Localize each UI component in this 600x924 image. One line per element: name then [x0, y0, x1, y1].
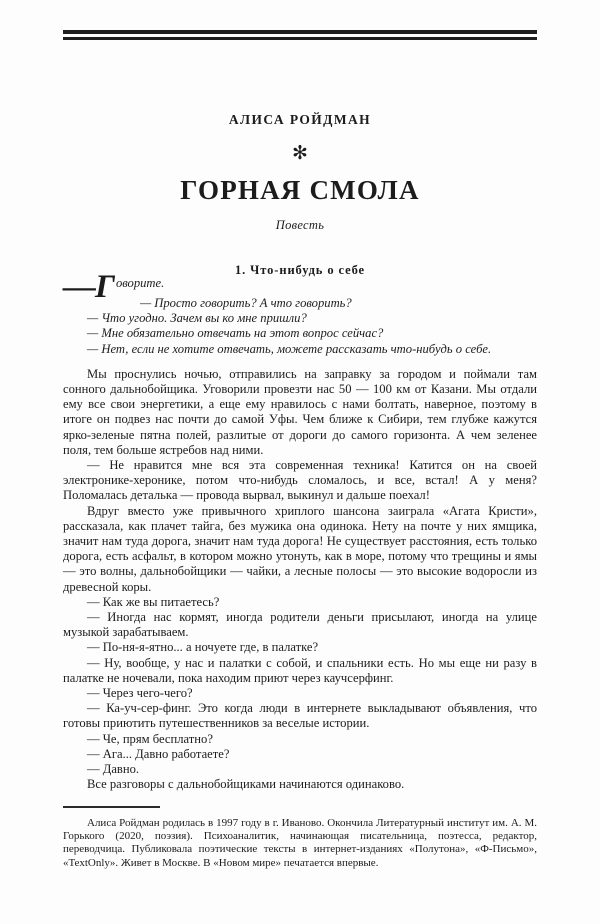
author-name: АЛИСА РОЙДМАН	[228, 112, 372, 127]
footnote-block	[63, 806, 537, 870]
body-dialog: — По-ня-я-ятно... а ночуете где, в палатке?	[87, 640, 319, 655]
body-dialog: — Иногда нас кормят, иногда родители деньги присылают, иногда на улице музыкой зарабатываем.	[63, 610, 537, 640]
opening-dialog-line: — Мне обязательно отвечать на этот вопрос сейчас?	[87, 326, 384, 341]
body-closing-line: Все разговоры с дальнобойщиками начинаются одинаково.	[87, 777, 405, 792]
opening-dialog-line: — Что угодно. Зачем вы ко мне пришли?	[87, 311, 307, 326]
opening-dialog-line: — Нет, если не хотите отвечать, можете рассказать что-нибудь о себе.	[87, 341, 492, 356]
body-dialog: — Через чего-чего?	[87, 686, 193, 701]
drop-cap-dash: —	[63, 269, 95, 305]
body-dialog: — Ка-уч-сер-финг. Это когда люди в интернете выкладывают объявления, что готовы приютить путешественников за веселые истории.	[63, 701, 537, 731]
genre-label: Повесть	[275, 218, 325, 233]
asterisk-ornament: ✻	[292, 143, 308, 165]
body-dialog: — Ну, вообще, у нас и палатки с собой, и спальники есть. Но мы еще ни разу в палатке не ночевали, пока находим приют через каучсерфинг.	[63, 655, 537, 685]
page-title: ГОРНАЯ СМОЛА	[180, 175, 420, 206]
body-dialog: — Че, прям бесплатно?	[87, 731, 213, 746]
body-dialog: — Давно.	[87, 762, 140, 777]
opening-dialog-line: — Просто говорить? А что говорить?	[139, 296, 352, 310]
body-dialog: — Не нравится мне вся эта современная техника! Катится он на своей электронике-херонике, потом что-нибудь сломалось, и все, встал! А у меня? Поломалась деталька — провода вырвал, выкинул и дальше поехал!	[63, 458, 537, 503]
title-block	[63, 112, 537, 278]
drop-cap-letter: Г	[95, 269, 114, 305]
first-line-tail: оворите.	[115, 276, 165, 290]
body-dialog: — Ага... Давно работаете?	[87, 746, 230, 761]
drop-cap	[63, 269, 114, 305]
footnote-separator-rule	[63, 806, 160, 808]
body-paragraph: Мы проснулись ночью, отправились на заправку за городом и поймали там сонного дальнобойщика. Уговорили провезти нас 50 — 100 км от Казани. Мы отдали ему все свои энергетики, а еще ему нравилось с нами болтать, наверное, поэтому в итоге он подвез нас почти до самой Уфы. Чем ближе к Сибири, тем глубже кажутся ярко-зеленые пятна полей, разлитые от дороги до самого горизонта. А чем зеленее поля, тем больше ястребов над ними.	[63, 366, 537, 457]
body-paragraph: Вдруг вместо уже привычного хриплого шансона заиграла «Агата Кристи», рассказала, как плачет тайга, без мужика она одинока. Нету на почте у них ямщика, значит нам туда дорога, значит нам туда дорога! Не существует расстояния, есть только дорога, есть асфальт, в котором можно утонуть, как в море, потому что трещины и ямы — это волны, дальнобойщики — чайки, а лесные полосы — это высокие водоросли из древесной коры.	[63, 503, 537, 594]
header-double-rule	[63, 30, 537, 40]
header-rule-thin	[63, 37, 537, 40]
section-heading: 1. Что-нибудь о себе	[234, 263, 366, 278]
footnote-text: Алиса Ройдман родилась в 1997 году в г. Иваново. Окончила Литературный институт им. А. М. Горького (2020, поэзия). Психоаналитик, начинающая писательница, поэтесса, редактор, переводчица. Публиковала поэтические тексты в интернет-изданиях «Полутона», «Ф-Письмо», «TextOnly». Живет в Москве. В «Новом мире» печатается впервые.	[63, 816, 537, 869]
body-dialog: — Как же вы питаетесь?	[87, 594, 220, 609]
